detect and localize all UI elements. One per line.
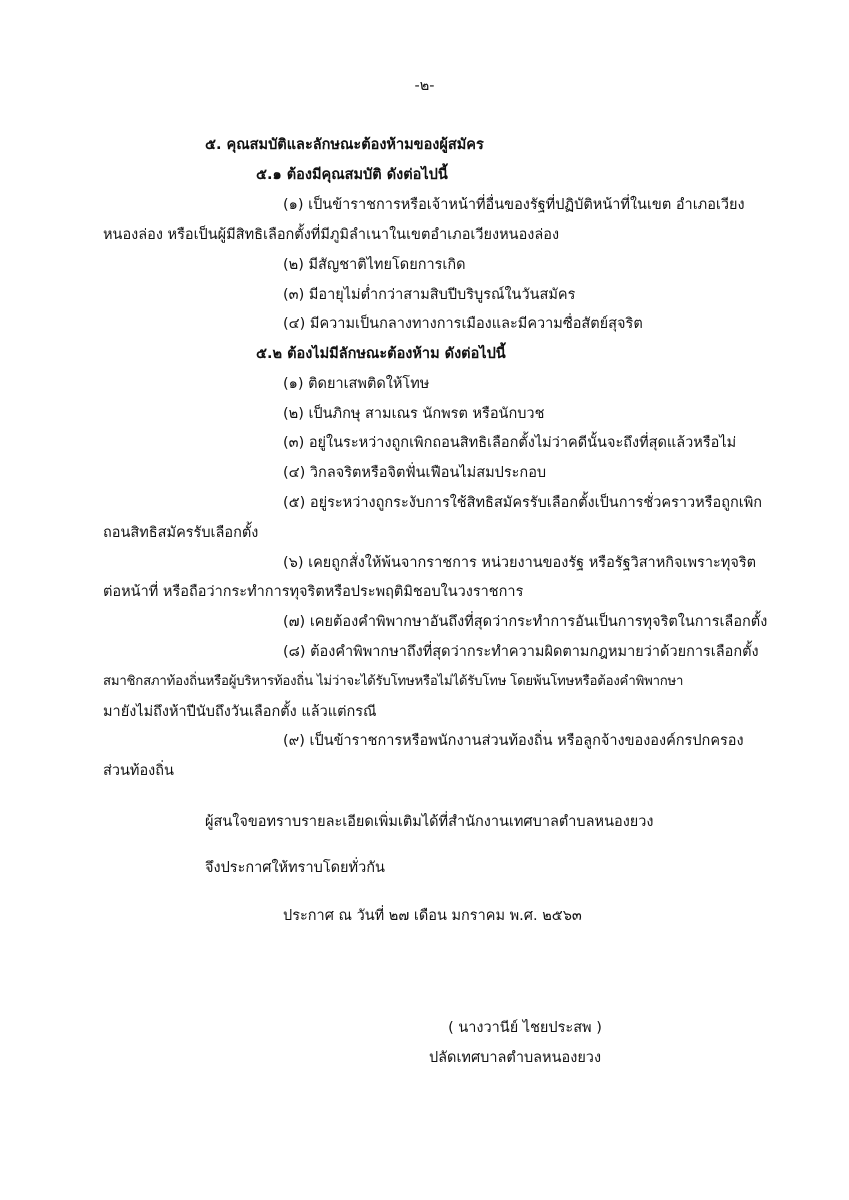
page-number: -๒-: [414, 78, 435, 94]
section-5-1-heading: ๕.๑ ต้องมีคุณสมบัติ ดังต่อไปนี้: [256, 167, 448, 183]
qualification-item-4: (๔) มีความเป็นกลางทางการเมืองและมีความซื่อสัตย์สุจริต: [283, 316, 643, 332]
prohibition-item-9-line1: (๙) เป็นข้าราชการหรือพนักงานส่วนท้องถิ่น หรือลูกจ้างขององค์กรปกครอง: [283, 733, 744, 749]
prohibition-item-4: (๔) วิกลจริตหรือจิตฟั่นเฟือนไม่สมประกอบ: [283, 465, 547, 481]
announcement-date: ประกาศ ณ วันที่ ๒๗ เดือน มกราคม พ.ศ. ๒๕๖๓: [283, 908, 582, 924]
section-5-2-heading: ๕.๒ ต้องไม่มีลักษณะต้องห้าม ดังต่อไปนี้: [256, 346, 506, 362]
prohibition-item-5-line2: ถอนสิทธิสมัครรับเลือกตั้ง: [103, 525, 259, 541]
section-5-heading: ๕. คุณสมบัติและลักษณะต้องห้ามของผู้สมัคร: [205, 137, 484, 153]
prohibition-item-3: (๓) อยู่ในระหว่างถูกเพิกถอนสิทธิเลือกตั้งไม่ว่าคดีนั้นจะถึงที่สุดแล้วหรือไม่: [283, 435, 737, 451]
announcement-text: จึงประกาศให้ทราบโดยทั่วกัน: [205, 860, 385, 876]
prohibition-item-2: (๒) เป็นภิกษุ สามเณร นักพรต หรือนักบวช: [283, 406, 545, 422]
prohibition-item-8-line2: สมาชิกสภาท้องถิ่นหรือผู้บริหารท้องถิ่น ไม่ว่าจะได้รับโทษหรือไม่ได้รับโทษ โดยพ้นโทษหรือต้องคำพิพากษา: [103, 674, 684, 689]
signatory-name: ( นางวานีย์ ไชยประสพ ): [448, 1020, 602, 1036]
prohibition-item-8-line3: มายังไม่ถึงห้าปีนับถึงวันเลือกตั้ง แล้วแต่กรณี: [103, 704, 377, 720]
prohibition-item-6-line1: (๖) เคยถูกสั่งให้พ้นจากราชการ หน่วยงานของรัฐ หรือรัฐวิสาหกิจเพราะทุจริต: [283, 555, 757, 571]
prohibition-item-8-line1: (๘) ต้องคำพิพากษาถึงที่สุดว่ากระทำความผิดตามกฎหมายว่าด้วยการเลือกตั้ง: [283, 644, 759, 660]
prohibition-item-6-line2: ต่อหน้าที่ หรือถือว่ากระทำการทุจริตหรือประพฤติมิชอบในวงราชการ: [103, 584, 524, 600]
prohibition-item-5-line1: (๕) อยู่ระหว่างถูกระงับการใช้สิทธิสมัครรับเลือกตั้งเป็นการชั่วคราวหรือถูกเพิก: [283, 495, 763, 511]
prohibition-item-9-line2: ส่วนท้องถิ่น: [103, 763, 174, 779]
inquiry-text: ผู้สนใจขอทราบรายละเอียดเพิ่มเติมได้ที่สำนักงานเทศบาลตำบลหนองยวง: [205, 814, 654, 830]
prohibition-item-1: (๑) ติดยาเสพติดให้โทษ: [283, 376, 430, 392]
qualification-item-1-line1: (๑) เป็นข้าราชการหรือเจ้าหน้าที่อื่นของรัฐที่ปฏิบัติหน้าที่ในเขต อำเภอเวียง: [283, 197, 745, 213]
prohibition-item-7: (๗) เคยต้องคำพิพากษาอันถึงที่สุดว่ากระทำการอันเป็นการทุจริตในการเลือกตั้ง: [283, 614, 768, 630]
qualification-item-2: (๒) มีสัญชาติไทยโดยการเกิด: [283, 257, 466, 273]
qualification-item-3: (๓) มีอายุไม่ต่ำกว่าสามสิบปีบริบูรณ์ในวันสมัคร: [283, 287, 576, 303]
qualification-item-1-line2: หนองล่อง หรือเป็นผู้มีสิทธิเลือกตั้งที่มีภูมิลำเนาในเขตอำเภอเวียงหนองล่อง: [103, 227, 560, 243]
signatory-position: ปลัดเทศบาลตำบลหนองยวง: [428, 1050, 602, 1066]
